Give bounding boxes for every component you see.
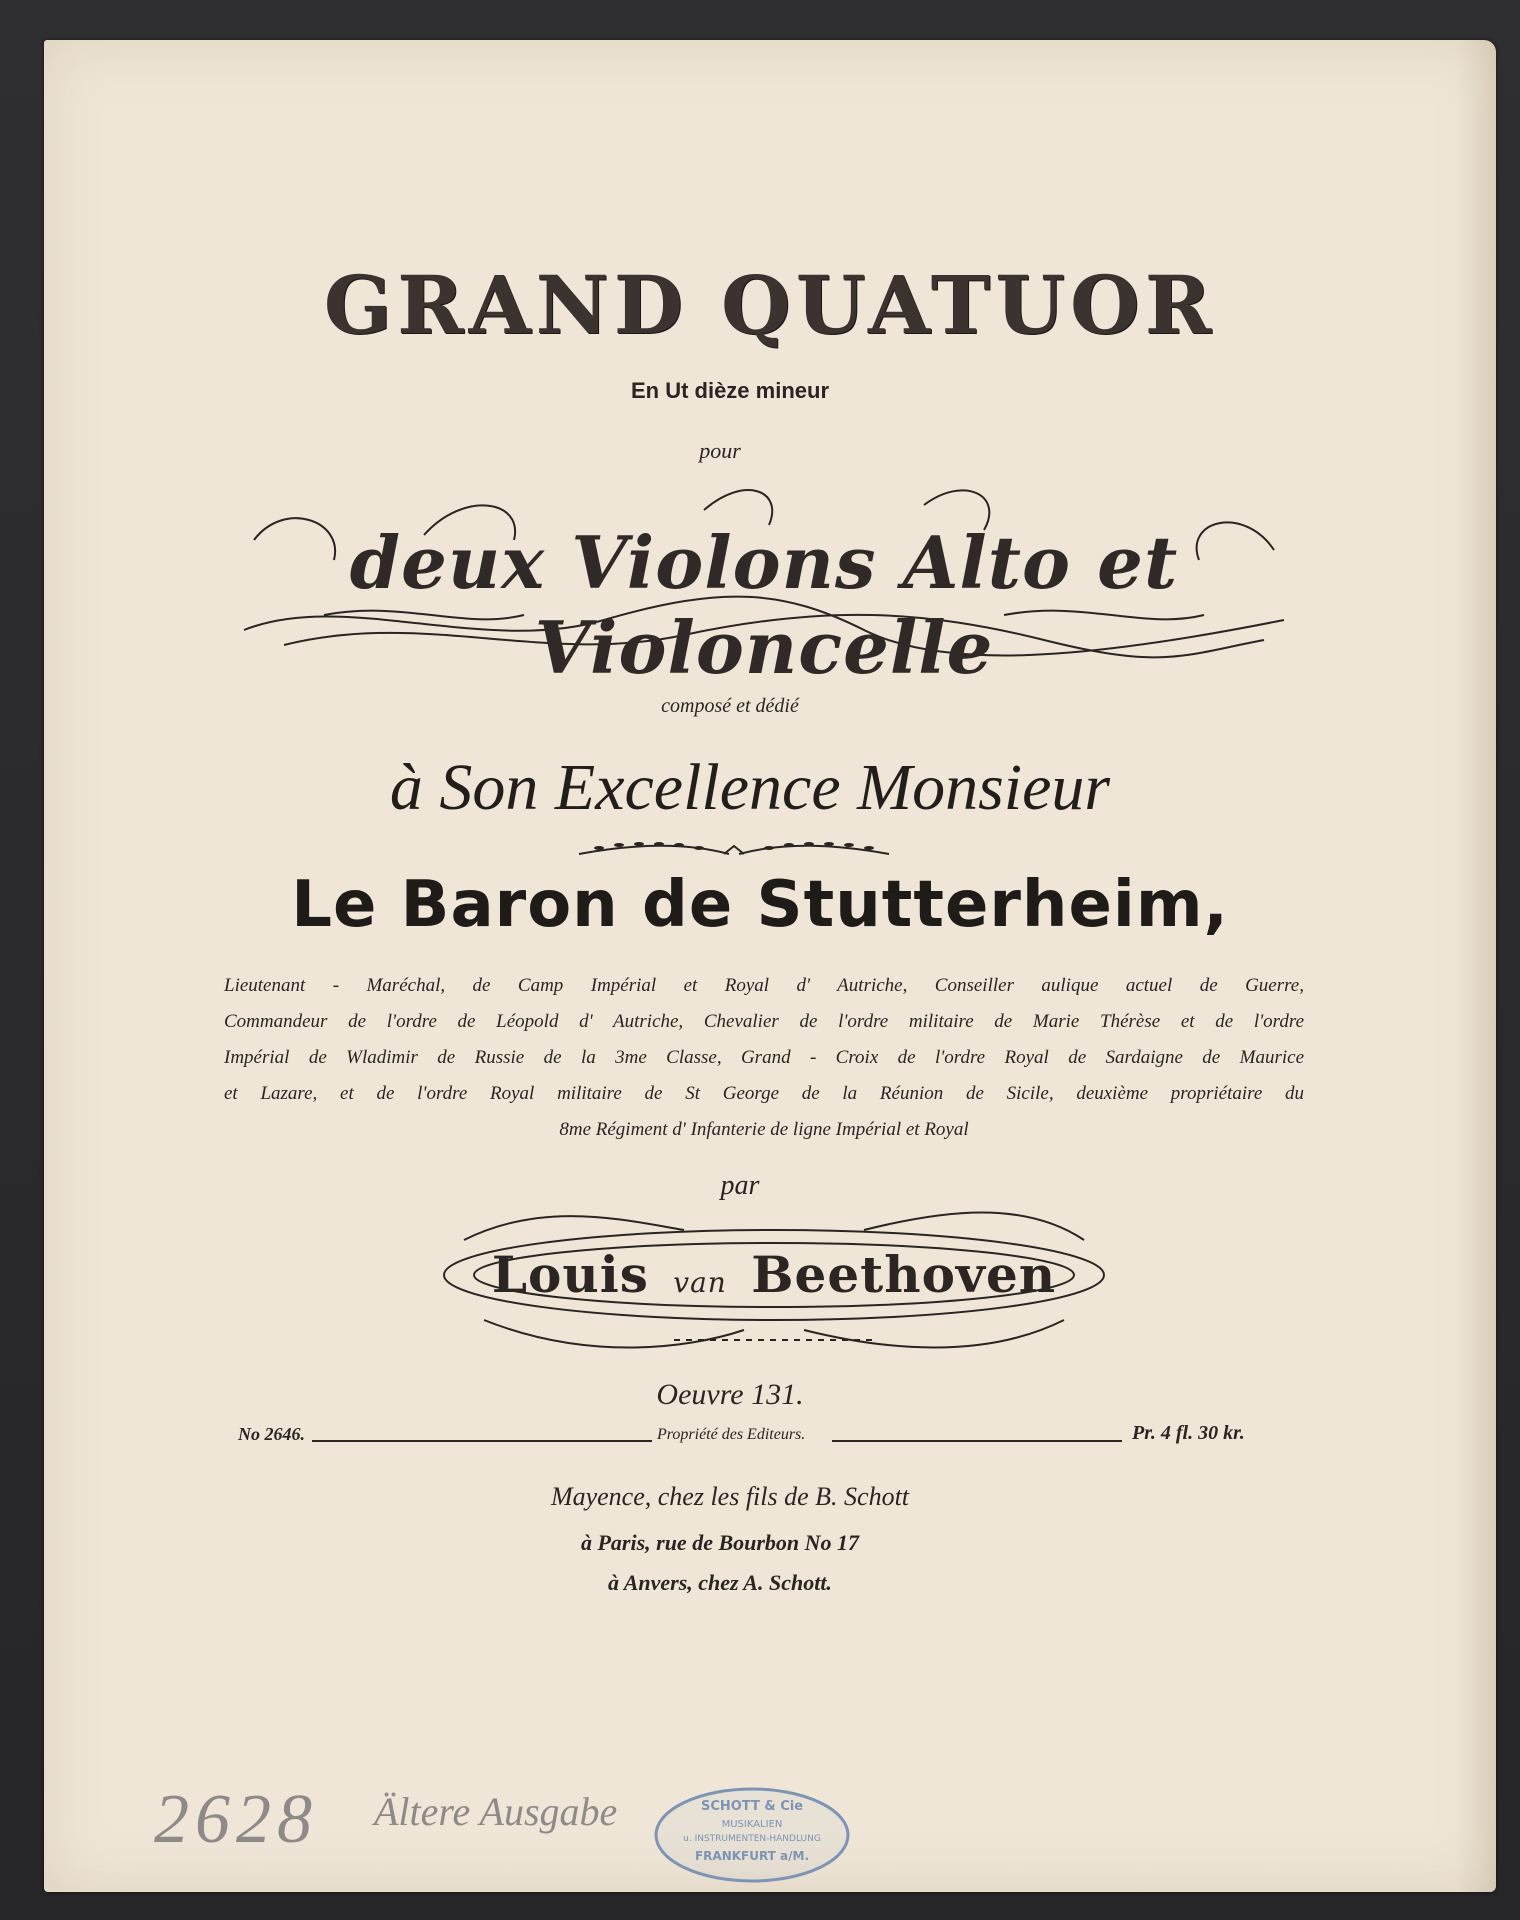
- title-line: Commandeur de l'ordre de Léopold d' Autriche, Chevalier de l'ordre militaire de Marie Thérèse et de l'ordre: [224, 1011, 1304, 1032]
- pencil-number: 2628: [154, 1781, 318, 1858]
- title-line: Lieutenant - Maréchal, de Camp Impérial et Royal d' Autriche, Conseiller aulique actuel de Guerre,: [224, 975, 1304, 996]
- composer-first-name: Louis: [491, 1245, 649, 1304]
- title-line: 8me Régiment d' Infanterie de ligne Impérial et Royal: [559, 1119, 969, 1140]
- publisher-line-mayence: Mayence, chez les fils de B. Schott: [550, 1482, 910, 1511]
- composer-particle: van: [673, 1266, 727, 1299]
- price: Pr. 4 fl. 30 kr.: [1132, 1422, 1245, 1444]
- key-signature: En Ut dièze mineur: [630, 378, 830, 403]
- stamp-line: u. INSTRUMENTEN-HANDLUNG: [683, 1834, 821, 1844]
- stamp-line: SCHOTT & Cie: [700, 1799, 804, 1814]
- title-line: et Lazare, et de l'ordre Royal militaire de St George de la Réunion de Sicile, deuxième propriétaire du: [224, 1083, 1304, 1104]
- laurel-ornament: [574, 836, 894, 866]
- rule-right: [832, 1440, 1122, 1442]
- composer-last-name: Beethoven: [751, 1245, 1057, 1304]
- dedicatee-salutation: à Son Excellence Monsieur: [389, 751, 1111, 824]
- stamp-line: FRANKFURT a/M.: [694, 1849, 810, 1863]
- title-line: Impérial de Wladimir de Russie de la 3me Classe, Grand - Croix de l'ordre Royal de Sardaigne de Maurice: [224, 1047, 1304, 1068]
- dedicatee-name: Le Baron de Stutterheim,: [291, 868, 1229, 942]
- composer-block: [424, 1200, 1124, 1370]
- plate-price-line: [192, 1418, 1312, 1458]
- rule-left: [312, 1440, 652, 1442]
- composer-name: [424, 1245, 1124, 1304]
- property-note: Propriété des Editeurs.: [657, 1426, 806, 1443]
- compose-dedie-text: composé et dédié: [661, 695, 799, 717]
- title-page: [44, 40, 1496, 1892]
- pour-text: pour: [699, 438, 741, 463]
- publisher-line-paris: à Paris, rue de Bourbon No 17: [580, 1530, 860, 1555]
- pencil-note: Ältere Ausgabe: [374, 1789, 618, 1834]
- dedicatee-titles: [224, 968, 1304, 1148]
- instruments-block: [224, 480, 1304, 690]
- dealer-stamp: [652, 1785, 852, 1885]
- publisher-line-anvers: à Anvers, chez A. Schott.: [608, 1570, 832, 1595]
- instrumentation: deux Violons Alto et Violoncelle: [349, 520, 1179, 690]
- plate-number: No 2646.: [238, 1424, 305, 1444]
- stamp-line: MUSIKALIEN: [721, 1819, 783, 1830]
- work-title: GRAND QUATUOR: [323, 258, 1217, 352]
- par-text: par: [720, 1170, 760, 1201]
- opus-number: Oeuvre 131.: [656, 1378, 804, 1411]
